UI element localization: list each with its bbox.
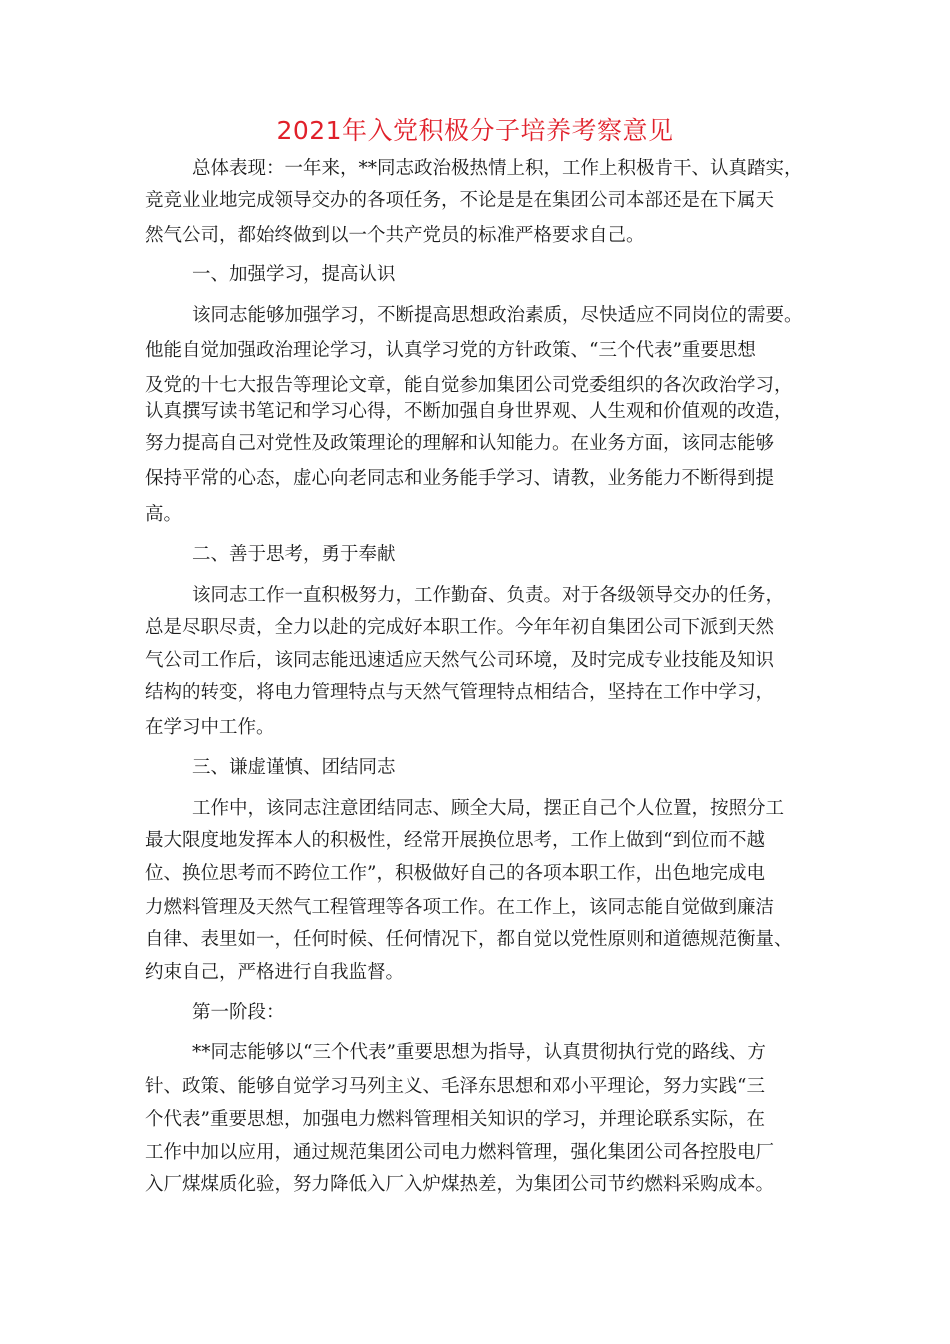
paragraph-line: 工作中加以应用，通过规范集团公司电力燃料管理，强化集团公司各控股电厂 [145,1142,775,1163]
paragraph-line: 结构的转变，将电力管理特点与天然气管理特点相结合，坚持在工作中学习， [145,682,775,703]
paragraph-line: 约束自己，严格进行自我监督。 [145,962,405,983]
section-heading: 第一阶段： [192,1002,285,1023]
paragraph-line: 最大限度地发挥本人的积极性，经常开展换位思考，工作上做到“到位而不越 [145,830,765,851]
paragraph-line: 自律、表里如一，任何时候、任何情况下，都自觉以党性原则和道德规范衡量、 [145,929,793,950]
paragraph-line: 努力提高自己对党性及政策理论的理解和认知能力。在业务方面，该同志能够 [145,433,775,454]
paragraph-line: 针、政策、能够自觉学习马列主义、毛泽东思想和邓小平理论，努力实践“三 [145,1076,765,1097]
paragraph-line: 个代表”重要思想，加强电力燃料管理相关知识的学习，并理论联系实际，在 [145,1109,765,1130]
paragraph-line: 认真撰写读书笔记和学习心得，不断加强自身世界观、人生观和价值观的改造， [145,401,793,422]
paragraph-line: 工作中，该同志注意团结同志、顾全大局，摆正自己个人位置，按照分工 [192,798,785,819]
paragraph-line: 及党的十七大报告等理论文章，能自觉参加集团公司党委组织的各次政治学习， [145,375,793,396]
paragraph-line: 位、换位思考而不跨位工作”，积极做好自己的各项本职工作，出色地完成电 [145,863,765,884]
paragraph-line: 高。 [145,504,183,525]
paragraph-line: 总是尽职尽责，全力以赴的完成好本职工作。今年年初自集团公司下派到天然 [145,617,775,638]
paragraph-line: 该同志工作一直积极努力，工作勤奋、负责。对于各级领导交办的任务， [192,585,785,606]
section-heading: 三、谦虚谨慎、团结同志 [192,757,396,778]
paragraph-line: 他能自觉加强政治理论学习，认真学习党的方针政策、“三个代表”重要思想 [145,340,756,361]
paragraph-line: 在学习中工作。 [145,717,275,738]
paragraph-line: 该同志能够加强学习，不断提高思想政治素质，尽快适应不同岗位的需要。 [192,305,803,326]
document-title: 2021年入党积极分子培养考察意见 [276,116,674,145]
paragraph-line: 竞竞业业地完成领导交办的各项任务，不论是是在集团公司本部还是在下属天 [145,190,775,211]
paragraph-line: 然气公司，都始终做到以一个共产党员的标准严格要求自己。 [145,225,645,246]
paragraph-line: 气公司工作后，该同志能迅速适应天然气公司环境，及时完成专业技能及知识 [145,650,775,671]
section-heading: 二、善于思考，勇于奉献 [192,544,396,565]
paragraph-line: 力燃料管理及天然气工程管理等各项工作。在工作上，该同志能自觉做到廉洁 [145,897,775,918]
section-heading: 一、加强学习，提高认识 [192,264,396,285]
paragraph-line: 入厂煤煤质化验，努力降低入厂入炉煤热差，为集团公司节约燃料采购成本。 [145,1174,775,1195]
paragraph-line: 保持平常的心态，虚心向老同志和业务能手学习、请教，业务能力不断得到提 [145,468,775,489]
paragraph-line: **同志能够以“三个代表”重要思想为指导，认真贯彻执行党的路线、方 [192,1042,766,1063]
paragraph-line: 总体表现：一年来，**同志政治极热情上积，工作上积极肯干、认真踏实， [192,158,803,179]
